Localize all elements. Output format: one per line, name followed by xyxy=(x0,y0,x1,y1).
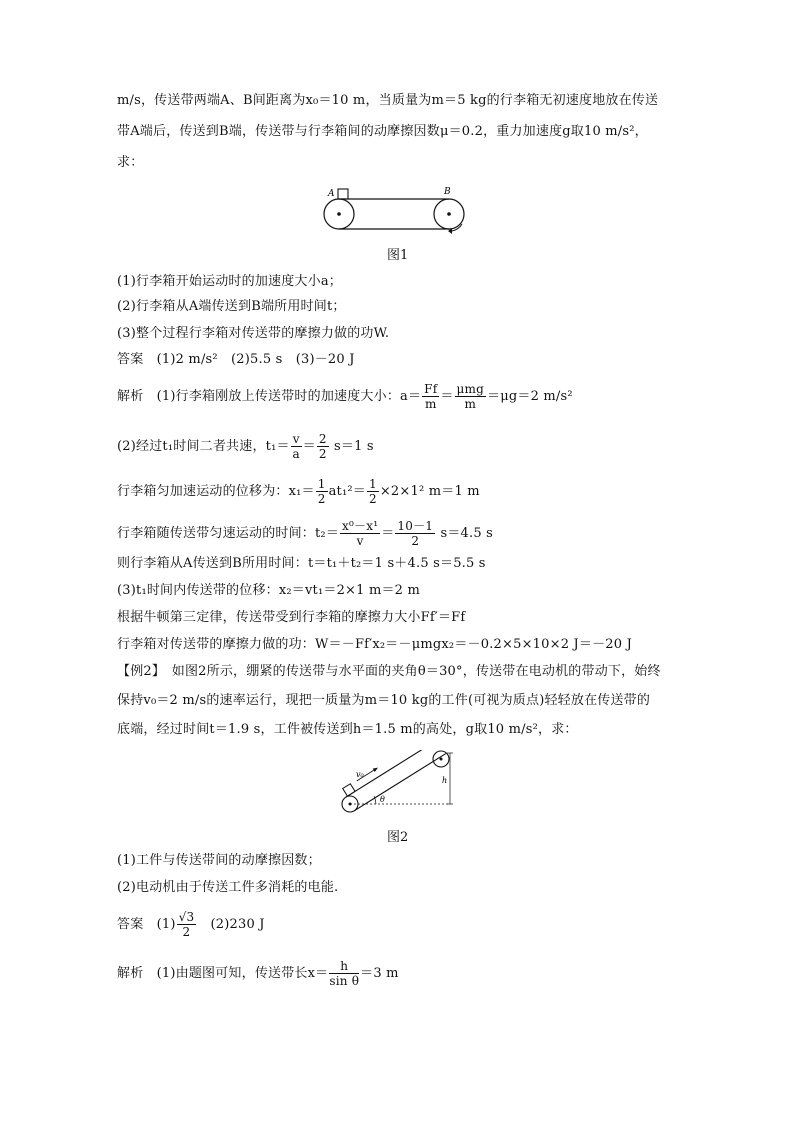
figure-2-incline-diagram xyxy=(338,750,468,816)
label-h: h xyxy=(442,776,448,785)
figure-2-caption: 图2 xyxy=(387,830,409,845)
frac-2-over-2: $\frac{2}{2}$ xyxy=(318,432,327,461)
frac-v-over-a: $\frac{v}{a}$ xyxy=(292,432,300,461)
answer-1: 答案 (1)2 m/s² (2)5.5 s (3)－20 J xyxy=(117,352,355,367)
label-a: A xyxy=(328,189,335,199)
label-v0: v₀ xyxy=(356,770,364,779)
analysis-line-7: 根据牛顿第三定律，传送带受到行李箱的摩擦力大小Ff′＝Ff xyxy=(117,610,466,625)
label-b: B xyxy=(444,187,451,197)
problem2-line-3: 底端，经过时间t＝1.9 s，工件被传送到h＝1.5 m的高处，g取10 m/s²，求： xyxy=(117,722,578,737)
problem1-line-1: m/s，传送带两端A、B间距离为x₀＝10 m，当质量为m＝5 kg的行李箱无初速度地放在传送 xyxy=(117,93,659,108)
frac-1-over-2-b: $\frac{1}{2}$ xyxy=(369,477,377,506)
analysis-line-8: 行李箱对传送带的摩擦力做的功：W＝－Ff′x₂＝－μmgx₂＝－0.2×5×10×2 J＝－20 J xyxy=(117,637,632,652)
question-2-1: (1)工件与传送带间的动摩擦因数； xyxy=(117,853,321,868)
frac-h-over-sin: $\frac{h}{\text{sin θ}}$ xyxy=(329,959,360,988)
frac-sqrt3-over-2: $\frac{√3}{2}$ xyxy=(178,910,195,939)
question-2: (2)行李箱从A端传送到B端所用时间t； xyxy=(117,299,346,314)
figure-1-conveyor-diagram xyxy=(318,184,478,236)
analysis-line-2: (2)经过t₁时间二者共速，t₁＝ $\frac{v}{a}$ ＝ $\frac{2}{2}$ s＝1 s xyxy=(117,432,374,461)
analysis-line-3: 行李箱匀加速运动的位移为：x₁＝ $\frac{1}{2}$ at₁²＝ $\frac{1}{2}$ ×2×1² m＝1 m xyxy=(117,477,480,506)
question-2-2: (2)电动机由于传送工件多消耗的电能. xyxy=(117,880,339,895)
analysis-line-6: (3)t₁时间内传送带的位移：x₂＝vt₁＝2×1 m＝2 m xyxy=(117,583,420,598)
label-theta: θ xyxy=(380,795,385,804)
question-3: (3)整个过程行李箱对传送带的摩擦力做的功W. xyxy=(117,326,390,341)
frac-1-over-2-a: $\frac{1}{2}$ xyxy=(317,477,326,506)
frac-x-over-v: $\frac{\text{x⁰－x¹}}{v}$ xyxy=(342,519,379,548)
figure-1-caption: 图1 xyxy=(387,248,409,263)
frac-10-1-over-2: $\frac{10-1}{2}$ xyxy=(397,519,434,548)
frac-ff-over-m: $\frac{Ff}{m}$ xyxy=(424,382,438,411)
answer-2: 答案 (1) $\frac{√3}{2}$ (2)230 J xyxy=(117,910,265,939)
problem1-line-2: 带A端后，传送到B端，传送带与行李箱间的动摩擦因数μ＝0.2，重力加速度g取10 m/s²， xyxy=(117,124,648,139)
analysis-2-line-1: 解析 (1)由题图可知，传送带长x＝ $\frac{h}{\text{sin θ}}$ ＝3 m xyxy=(117,959,399,988)
analysis-line-1: 解析 (1)行李箱刚放上传送带时的加速度大小：a＝ $\frac{Ff}{m}$ ＝ $\frac{\text{μmg}}{m}$ ＝μg＝2 m/s² xyxy=(117,382,573,411)
problem2-line-2: 保持v₀＝2 m/s的速率运行，现把一质量为m＝10 kg的工件(可视为质点)轻轻放在传送带的 xyxy=(117,693,651,708)
question-1: (1)行李箱开始运动时的加速度大小a； xyxy=(117,274,342,289)
analysis-line-4: 行李箱随传送带匀速运动的时间：t₂＝ $\frac{\text{x⁰－x¹}}{v}$ ＝ $\frac{10-1}{2}$ s＝4.5 s xyxy=(117,519,494,548)
problem2-line-1: 【例2】 如图2所示，绷紧的传送带与水平面的夹角θ＝30°，传送带在电动机的带动下，始终 xyxy=(117,664,661,679)
problem1-line-3: 求： xyxy=(117,155,144,170)
analysis-line-5: 则行李箱从A传送到B所用时间：t＝t₁＋t₂＝1 s＋4.5 s＝5.5 s xyxy=(117,556,486,571)
frac-umg-over-m: $\frac{\text{μmg}}{m}$ xyxy=(456,382,485,411)
